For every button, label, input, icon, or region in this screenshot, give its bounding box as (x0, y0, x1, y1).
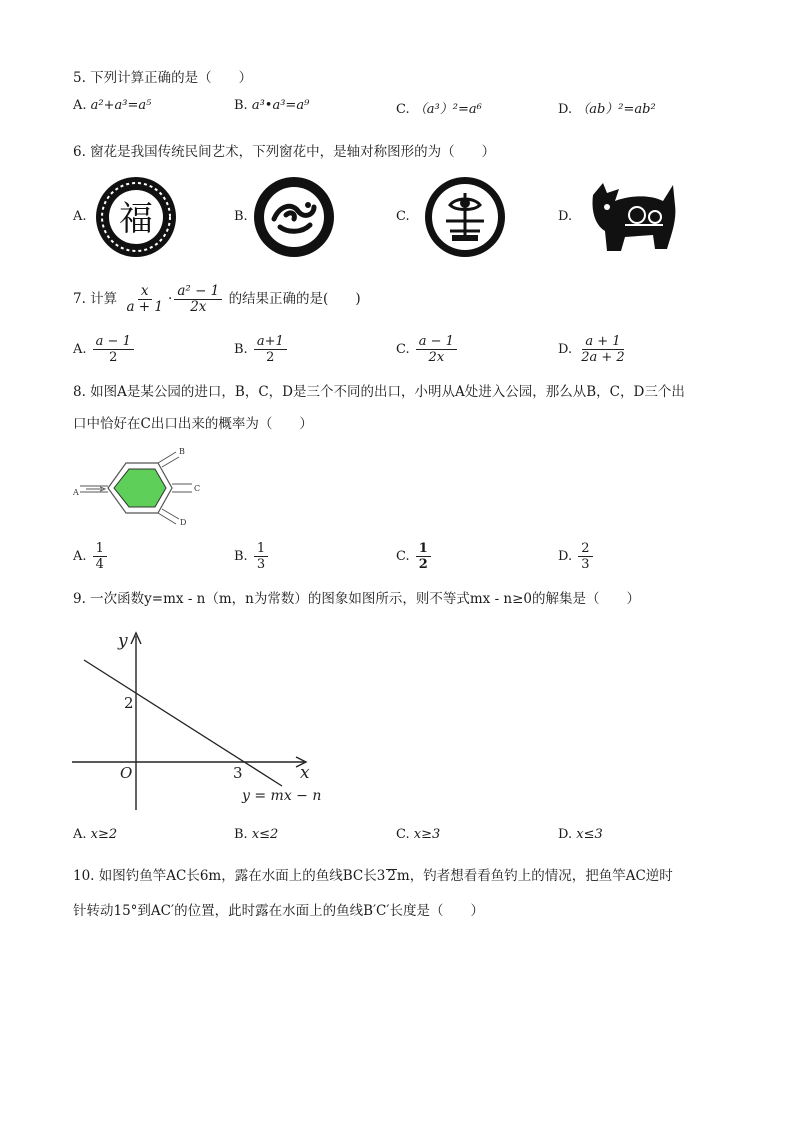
option-text: a²+a³=a⁵ (90, 98, 152, 113)
option-text: a³•a³=a⁹ (251, 98, 310, 113)
q8-option-b (234, 541, 270, 572)
option-label: A. (73, 342, 87, 357)
q7-option-b (234, 334, 289, 365)
option-label: C. (396, 102, 410, 117)
line-equation-label: y = mx − n (242, 788, 322, 804)
point-b-label: B (179, 447, 185, 456)
q7-fraction-2 (174, 284, 222, 315)
option-numerator: a − 1 (416, 334, 457, 350)
option-numerator: 1 (254, 541, 268, 557)
q8-option-c (396, 541, 433, 572)
q8-option-a (73, 541, 109, 572)
q8-option-d (558, 541, 595, 572)
option-numerator: a+1 (254, 334, 287, 350)
option-numerator: 1 (416, 541, 431, 557)
q8-stem-line-2: 口中恰好在C出口出来的概率为（ ） (73, 416, 313, 432)
option-denominator: 4 (95, 557, 104, 572)
option-label: A. (73, 827, 87, 842)
sqrt-radicand: 2 (387, 868, 396, 884)
option-label: D. (558, 102, 573, 117)
q10-stem-line-2: 针转动15°到AC′的位置，此时露在水面上的鱼线B′C′长度是（ ） (73, 903, 484, 919)
q7-fraction-2-numerator: a² − 1 (174, 284, 222, 300)
q7-fraction-1-denominator: a + 1 (126, 299, 164, 315)
x-intercept-label: 3 (233, 764, 243, 782)
option-label: A. (73, 98, 87, 113)
q8-stem-line-1: 8. 如图A是某公园的进口，B，C，D是三个不同的出口，小明从A处进入公园，那么从B，C，D三个出 (73, 384, 685, 400)
q10-stem-line-1 (73, 864, 673, 884)
paper-cut-fu-image (94, 175, 178, 259)
q5-stem: 5. 下列计算正确的是（ ） (73, 70, 253, 86)
option-label: B. (234, 827, 248, 842)
q9-option-b (234, 827, 278, 842)
function-line (84, 660, 282, 786)
q10-text-part-1: 10. 如图钓鱼竿AC长6m，露在水面上的鱼线BC长3 (73, 868, 386, 884)
point-a-label: A (73, 488, 79, 497)
option-text: x≥3 (413, 827, 441, 842)
option-denominator: 2a + 2 (581, 350, 625, 365)
point-d-label: D (180, 518, 187, 527)
option-text: （a³）²=a⁶ (413, 102, 482, 117)
paper-cut-ox-image (585, 175, 679, 255)
option-text: x≤2 (251, 827, 279, 842)
option-label: D. (558, 342, 573, 357)
q7-stem-prefix: 7. 计算 (73, 291, 118, 307)
q6-option-d-label: D. (558, 209, 573, 224)
q6-option-b-label: B. (234, 209, 248, 224)
option-label: B. (234, 342, 248, 357)
option-denominator: 2 (109, 350, 118, 365)
paper-cut-dragon-image (252, 175, 336, 259)
option-label: B. (234, 549, 248, 564)
origin-label: O (120, 764, 133, 782)
option-label: A. (73, 549, 87, 564)
q9-option-a (73, 827, 117, 842)
option-label: C. (396, 342, 410, 357)
q5-option-d (558, 98, 656, 117)
option-text: x≤3 (576, 827, 603, 842)
option-numerator: 2 (578, 541, 592, 557)
option-label: D. (558, 827, 573, 842)
paper-cut-flower-image (420, 175, 510, 259)
park-map-diagram (72, 442, 212, 530)
q7-fraction-1-numerator: x (138, 284, 152, 300)
option-text: （ab）²=ab² (576, 102, 656, 117)
q9-option-c (396, 827, 440, 842)
fu-character: 福 (119, 199, 153, 239)
option-denominator: 2 (418, 557, 428, 572)
q7-option-d (558, 334, 630, 365)
option-numerator: a + 1 (582, 334, 623, 350)
q6-option-a-label: A. (73, 209, 87, 224)
option-denominator: 2x (428, 350, 445, 365)
y-axis-label: y (118, 631, 128, 651)
q7-stem-suffix: 的结果正确的是( ) (228, 291, 361, 307)
q10-text-part-2: m，钓者想看看鱼钓上的情况，把鱼竿AC逆时 (396, 868, 673, 884)
option-label: D. (558, 549, 573, 564)
option-denominator: 3 (581, 557, 590, 572)
q7-option-a (73, 334, 136, 365)
x-axis-label: x (300, 763, 310, 783)
q7-fraction-1 (123, 284, 166, 315)
q6-option-c-label: C. (396, 209, 410, 224)
option-text: x≥2 (90, 827, 118, 842)
option-numerator: a − 1 (93, 334, 134, 350)
q5-option-b (234, 98, 309, 113)
option-label: B. (234, 98, 248, 113)
q9-stem: 9. 一次函数y=mx - n（m，n为常数）的图象如图所示，则不等式mx - n≥0的解集是（ ） (73, 591, 641, 607)
option-label: C. (396, 549, 410, 564)
option-denominator: 3 (256, 557, 266, 572)
q7-option-c (396, 334, 459, 365)
point-c-label: C (194, 484, 201, 493)
y-intercept-label: 2 (124, 694, 134, 712)
linear-function-graph (66, 626, 326, 816)
q6-stem: 6. 窗花是我国传统民间艺术，下列窗花中，是轴对称图形的为（ ） (73, 144, 496, 160)
q5-option-c (396, 98, 482, 117)
q5-option-a (73, 98, 151, 113)
q7-fraction-2-denominator: 2x (190, 299, 207, 315)
q9-option-d (558, 827, 603, 842)
option-denominator: 2 (266, 350, 275, 365)
option-label: C. (396, 827, 410, 842)
q7-stem: 7. 计算 $\frac{x}{a + 1}$ · $\frac{\text{a² − 1}}{2x}$ 的结果正确的是( ) (73, 283, 361, 315)
option-numerator: 1 (93, 541, 107, 557)
